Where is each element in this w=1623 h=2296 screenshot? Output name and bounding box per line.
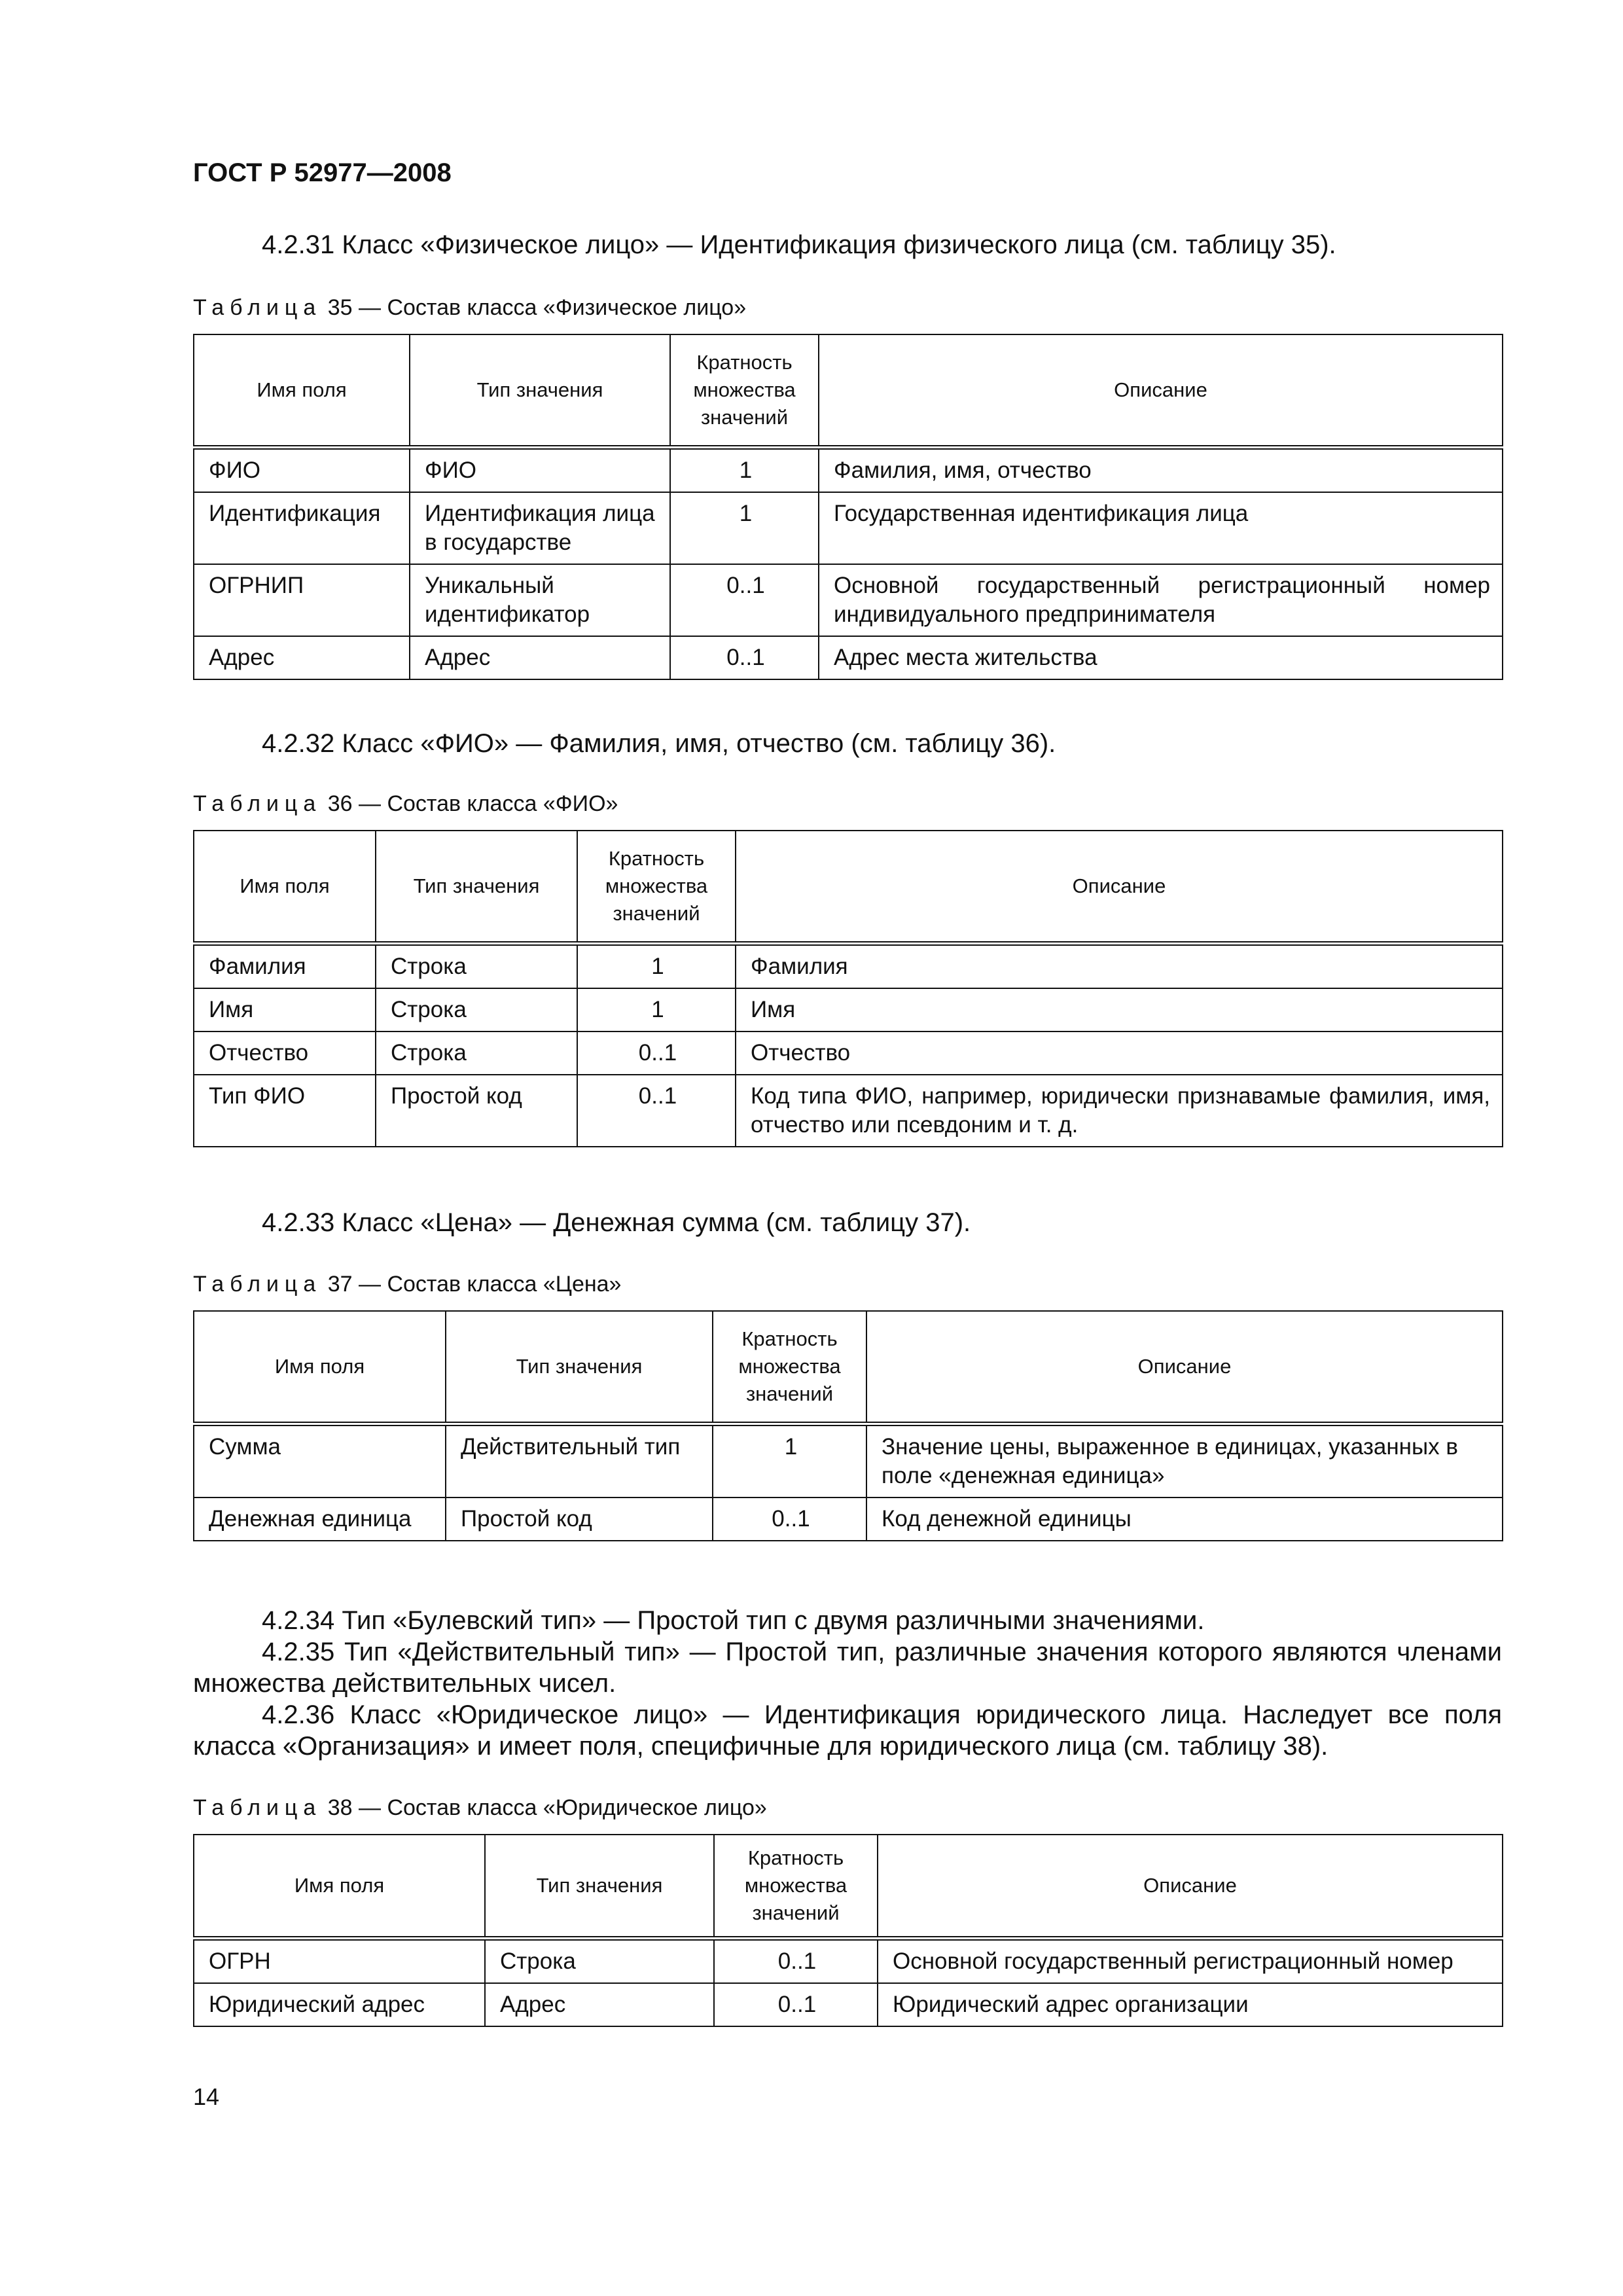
table-cell: 0..1 [714, 1983, 878, 2026]
col-header-description: Описание [819, 334, 1503, 448]
table-cell: Денежная единица [194, 1498, 446, 1541]
table-cell: Строка [376, 1031, 577, 1075]
table-row [194, 636, 1503, 679]
col-header-description: Описание [878, 1835, 1503, 1939]
table-cell: Строка [376, 944, 577, 989]
table-caption [193, 1793, 1502, 1822]
col-header-value-type: Тип значения [410, 334, 670, 448]
caption-text: 36 — Состав класса «ФИО» [321, 791, 618, 816]
table-cell: 0..1 [714, 1939, 878, 1984]
section-4-2-31 [193, 229, 1502, 260]
table-cell: Простой код [446, 1498, 713, 1541]
table-cell: Уникальный идентификатор [410, 564, 670, 636]
table-cell: Сумма [194, 1424, 446, 1498]
table-cell: Государственная идентификация лица [819, 492, 1503, 564]
table-caption [193, 293, 1502, 322]
table-35-block [193, 293, 1502, 680]
table-cell: Имя [736, 988, 1503, 1031]
table-cell: 1 [713, 1424, 866, 1498]
table-38-block [193, 1793, 1502, 2027]
table-cell: Фамилия [194, 944, 376, 989]
table-cell: 1 [670, 492, 819, 564]
col-header-multiplicity: Кратность множества значений [577, 831, 736, 944]
table-cell: Код денежной единицы [866, 1498, 1503, 1541]
caption-prefix: Таблица [193, 1272, 322, 1297]
section-text: 4.2.33 Класс «Цена» — Денежная сумма (см. таблицу 37). [262, 1208, 971, 1237]
table-cell: Фамилия [736, 944, 1503, 989]
table-cell: 0..1 [577, 1075, 736, 1147]
table-caption [193, 789, 1502, 818]
table-cell: ОГРНИП [194, 564, 410, 636]
table-cell: 0..1 [670, 636, 819, 679]
caption-text: 35 — Состав класса «Физическое лицо» [321, 295, 747, 320]
table-cell: Адрес [485, 1983, 714, 2026]
table-row [194, 988, 1503, 1031]
section-4-2-33 [193, 1207, 1502, 1238]
table-cell: ФИО [194, 448, 410, 493]
table-row [194, 1983, 1503, 2026]
caption-text: 38 — Состав класса «Юридическое лицо» [321, 1795, 767, 1820]
table-37-block [193, 1270, 1502, 1541]
col-header-description: Описание [736, 831, 1503, 944]
caption-prefix: Таблица [193, 295, 322, 320]
table-row [194, 564, 1503, 636]
table-35 [193, 334, 1503, 680]
col-header-multiplicity: Кратность множества значений [670, 334, 819, 448]
col-header-value-type: Тип значения [446, 1311, 713, 1424]
col-header-multiplicity: Кратность множества значений [713, 1311, 866, 1424]
section-text: 4.2.36 Класс «Юридическое лицо» — Идентификация юридического лица. Наследует все поля класса «Организация» и имеет поля, специфичные для юридического лица (см. таблицу 38). [193, 1700, 1502, 1761]
table-cell: Адрес [410, 636, 670, 679]
table-cell: ОГРН [194, 1939, 485, 1984]
section-text: 4.2.32 Класс «ФИО» — Фамилия, имя, отчество (см. таблицу 36). [262, 729, 1056, 758]
section-text: 4.2.35 Тип «Действительный тип» — Простой тип, различные значения которого являются членами множества действительных чисел. [193, 1638, 1502, 1698]
caption-prefix: Таблица [193, 791, 322, 816]
table-cell: Юридический адрес [194, 1983, 485, 2026]
sections-4-2-34-to-36 [193, 1605, 1502, 1762]
table-cell: Основной государственный регистрационный номер индивидуального предпринимателя [819, 564, 1503, 636]
table-36-block [193, 789, 1502, 1147]
table-36 [193, 830, 1503, 1147]
table-cell: Идентификация лица в государстве [410, 492, 670, 564]
table-row [194, 1031, 1503, 1075]
col-header-field-name: Имя поля [194, 831, 376, 944]
table-cell: Отчество [736, 1031, 1503, 1075]
table-header-row [194, 1311, 1503, 1424]
table-38 [193, 1834, 1503, 2027]
table-cell: Отчество [194, 1031, 376, 1075]
col-header-value-type: Тип значения [376, 831, 577, 944]
caption-text: 37 — Состав класса «Цена» [321, 1272, 622, 1297]
table-cell: 1 [670, 448, 819, 493]
col-header-field-name: Имя поля [194, 334, 410, 448]
table-cell: ФИО [410, 448, 670, 493]
col-header-value-type: Тип значения [485, 1835, 714, 1939]
section-text: 4.2.31 Класс «Физическое лицо» — Идентификация физического лица (см. таблицу 35). [262, 230, 1336, 259]
table-cell: Адрес места жительства [819, 636, 1503, 679]
table-cell: Действительный тип [446, 1424, 713, 1498]
section-text: 4.2.34 Тип «Булевский тип» — Простой тип с двумя различными значениями. [262, 1606, 1205, 1635]
table-header-row [194, 334, 1503, 448]
table-37 [193, 1310, 1503, 1541]
table-cell: Простой код [376, 1075, 577, 1147]
table-cell: 0..1 [713, 1498, 866, 1541]
table-cell: 1 [577, 944, 736, 989]
table-row [194, 1939, 1503, 1984]
table-row [194, 944, 1503, 989]
table-cell: Значение цены, выраженное в единицах, указанных в поле «денежная единица» [866, 1424, 1503, 1498]
table-row [194, 1498, 1503, 1541]
table-cell: Строка [376, 988, 577, 1031]
table-row [194, 492, 1503, 564]
table-cell: Юридический адрес организации [878, 1983, 1503, 2026]
table-cell: 0..1 [670, 564, 819, 636]
section-4-2-32 [193, 728, 1502, 759]
caption-prefix: Таблица [193, 1795, 322, 1820]
table-cell: Адрес [194, 636, 410, 679]
col-header-description: Описание [866, 1311, 1503, 1424]
col-header-field-name: Имя поля [194, 1311, 446, 1424]
col-header-field-name: Имя поля [194, 1835, 485, 1939]
table-cell: Тип ФИО [194, 1075, 376, 1147]
col-header-multiplicity: Кратность множества значений [714, 1835, 878, 1939]
table-row [194, 448, 1503, 493]
table-cell: 1 [577, 988, 736, 1031]
table-row [194, 1075, 1503, 1147]
table-cell: Строка [485, 1939, 714, 1984]
table-cell: Идентификация [194, 492, 410, 564]
table-header-row [194, 831, 1503, 944]
table-caption [193, 1270, 1502, 1299]
table-cell: Код типа ФИО, например, юридически признавамые фамилия, имя, отчество или псевдоним и т. д. [736, 1075, 1503, 1147]
document-id-header: ГОСТ Р 52977—2008 [193, 158, 452, 187]
table-cell: Фамилия, имя, отчество [819, 448, 1503, 493]
table-cell: 0..1 [577, 1031, 736, 1075]
table-row [194, 1424, 1503, 1498]
table-cell: Основной государственный регистрационный номер [878, 1939, 1503, 1984]
table-cell: Имя [194, 988, 376, 1031]
table-header-row [194, 1835, 1503, 1939]
page-number: 14 [193, 2083, 220, 2110]
